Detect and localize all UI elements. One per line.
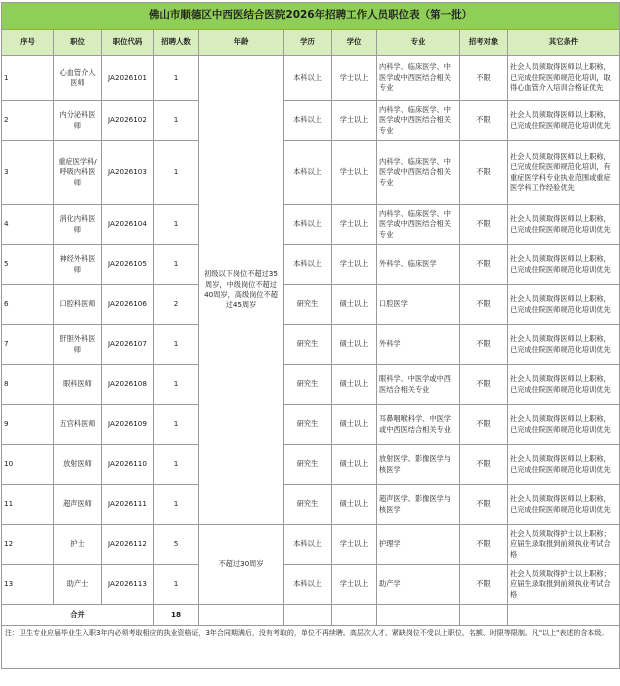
- cell-seq: 4: [2, 205, 54, 245]
- cell-education: 本科以上: [284, 141, 332, 205]
- table-row: [2, 56, 620, 101]
- cell-count: 5: [154, 525, 199, 565]
- cell-position: 眼科医师: [54, 365, 102, 405]
- cell-seq: 3: [2, 141, 54, 205]
- table-row: [2, 445, 620, 485]
- cell-target: 不限: [460, 325, 508, 365]
- table-row: [2, 405, 620, 445]
- cell-count: 1: [154, 565, 199, 605]
- recruitment-table-sheet: [1, 2, 619, 669]
- cell-other: 社会人员须取得医师以上职称，已完成住院医师规范化培训优先: [508, 405, 620, 445]
- cell-seq: 10: [2, 445, 54, 485]
- cell-count: 1: [154, 101, 199, 141]
- cell-other: 社会人员须取得医师以上职称，已完成住院医师规范化培训，有重症医学科专业执业范围或重症医学科工作经验优先: [508, 141, 620, 205]
- cell-major: 内科学、临床医学、中医学或中西医结合相关专业: [377, 205, 460, 245]
- cell-major: 口腔医学: [377, 285, 460, 325]
- cell-degree: 学士以上: [332, 101, 377, 141]
- cell-other: 社会人员须取得医师以上职称，已完成住院医师规范化培训，取得心血管介入培训合格证优先: [508, 56, 620, 101]
- header-row: [2, 30, 620, 56]
- cell-position: 重症医学科/呼吸内科医师: [54, 141, 102, 205]
- cell-position: 放射医师: [54, 445, 102, 485]
- table-row: [2, 365, 620, 405]
- header-major: 专业: [377, 30, 460, 56]
- cell-code: JA2026107: [102, 325, 154, 365]
- header-seq: 序号: [2, 30, 54, 56]
- cell-code: JA2026112: [102, 525, 154, 565]
- cell-target: 不限: [460, 101, 508, 141]
- table-body: [2, 56, 620, 605]
- cell-seq: 6: [2, 285, 54, 325]
- cell-position: 护士: [54, 525, 102, 565]
- cell-major: 眼科学、中医学或中西医结合相关专业: [377, 365, 460, 405]
- cell-degree: 学士以上: [332, 525, 377, 565]
- header-position: 职位: [54, 30, 102, 56]
- table-row: [2, 205, 620, 245]
- cell-degree: 学士以上: [332, 141, 377, 205]
- cell-education: 研究生: [284, 325, 332, 365]
- cell-position: 肝胆外科医师: [54, 325, 102, 365]
- cell-position: 心血管介入医师: [54, 56, 102, 101]
- cell-count: 1: [154, 365, 199, 405]
- cell-position: 五官科医师: [54, 405, 102, 445]
- cell-degree: 学士以上: [332, 56, 377, 101]
- cell-other: 社会人员须取得医师以上职称，已完成住院医师规范化培训优先: [508, 245, 620, 285]
- cell-degree: 硕士以上: [332, 405, 377, 445]
- cell-major: 超声医学、影像医学与核医学: [377, 485, 460, 525]
- cell-other: 社会人员须取得医师以上职称，已完成住院医师规范化培训优先: [508, 485, 620, 525]
- cell-age-group-2: 不超过30周岁: [199, 525, 284, 605]
- cell-position: 内分泌科医师: [54, 101, 102, 141]
- cell-other: 社会人员须取得医师以上职称，已完成住院医师规范化培训优先: [508, 101, 620, 141]
- cell-major: 放射医学、影像医学与核医学: [377, 445, 460, 485]
- cell-other: 社会人员须取得医师以上职称，已完成住院医师规范化培训优先: [508, 445, 620, 485]
- cell-degree: 硕士以上: [332, 325, 377, 365]
- table-row: [2, 485, 620, 525]
- cell-count: 1: [154, 485, 199, 525]
- cell-degree: 学士以上: [332, 565, 377, 605]
- cell-seq: 5: [2, 245, 54, 285]
- cell-other: 社会人员须取得医师以上职称，已完成住院医师规范化培训优先: [508, 285, 620, 325]
- cell-major: 助产学: [377, 565, 460, 605]
- cell-count: 2: [154, 285, 199, 325]
- cell-target: 不限: [460, 56, 508, 101]
- cell-code: JA2026111: [102, 485, 154, 525]
- total-count: 18: [154, 605, 199, 626]
- cell-other: 社会人员须取得护士以上职称；应届生录取报到前须执业考试合格: [508, 525, 620, 565]
- cell-seq: 1: [2, 56, 54, 101]
- cell-major: 外科学: [377, 325, 460, 365]
- cell-target: 不限: [460, 365, 508, 405]
- cell-education: 研究生: [284, 445, 332, 485]
- cell-degree: 硕士以上: [332, 285, 377, 325]
- cell-degree: 硕士以上: [332, 445, 377, 485]
- cell-education: 研究生: [284, 405, 332, 445]
- cell-code: JA2026113: [102, 565, 154, 605]
- header-age: 年龄: [199, 30, 284, 56]
- cell-count: 1: [154, 325, 199, 365]
- cell-code: JA2026102: [102, 101, 154, 141]
- cell-code: JA2026109: [102, 405, 154, 445]
- cell-position: 口腔科医师: [54, 285, 102, 325]
- cell-target: 不限: [460, 445, 508, 485]
- table-title: 佛山市顺德区中西医结合医院2026年招聘工作人员职位表（第一批）: [2, 3, 620, 30]
- cell-major: 护理学: [377, 525, 460, 565]
- cell-seq: 11: [2, 485, 54, 525]
- cell-other: 社会人员须取得护士以上职称；应届生录取报到前须执业考试合格: [508, 565, 620, 605]
- table-row: [2, 325, 620, 365]
- cell-code: JA2026103: [102, 141, 154, 205]
- cell-education: 研究生: [284, 285, 332, 325]
- cell-education: 本科以上: [284, 245, 332, 285]
- cell-target: 不限: [460, 205, 508, 245]
- cell-target: 不限: [460, 565, 508, 605]
- cell-count: 1: [154, 405, 199, 445]
- cell-seq: 7: [2, 325, 54, 365]
- cell-seq: 13: [2, 565, 54, 605]
- cell-education: 研究生: [284, 365, 332, 405]
- table-row: [2, 565, 620, 605]
- cell-degree: 硕士以上: [332, 485, 377, 525]
- cell-major: 内科学、临床医学、中医学或中西医结合相关专业: [377, 56, 460, 101]
- header-degree: 学位: [332, 30, 377, 56]
- header-other: 其它条件: [508, 30, 620, 56]
- cell-education: 本科以上: [284, 565, 332, 605]
- header-education: 学历: [284, 30, 332, 56]
- cell-count: 1: [154, 245, 199, 285]
- cell-code: JA2026104: [102, 205, 154, 245]
- cell-target: 不限: [460, 285, 508, 325]
- cell-other: 社会人员须取得医师以上职称，已完成住院医师规范化培训优先: [508, 205, 620, 245]
- cell-education: 研究生: [284, 485, 332, 525]
- cell-count: 1: [154, 445, 199, 485]
- cell-age-group-1: 初级以下岗位不超过35周岁，中级岗位不超过40周岁，高级岗位不超过45周岁: [199, 56, 284, 525]
- cell-education: 本科以上: [284, 101, 332, 141]
- cell-major: 内科学、临床医学、中医学或中西医结合相关专业: [377, 141, 460, 205]
- cell-code: JA2026105: [102, 245, 154, 285]
- total-row: [2, 605, 620, 626]
- cell-position: 神经外科医师: [54, 245, 102, 285]
- cell-other: 社会人员须取得医师以上职称，已完成住院医师规范化培训优先: [508, 325, 620, 365]
- cell-major: 内科学、临床医学、中医学或中西医结合相关专业: [377, 101, 460, 141]
- cell-major: 耳鼻咽喉科学、中医学或中西医结合相关专业: [377, 405, 460, 445]
- cell-code: JA2026110: [102, 445, 154, 485]
- cell-target: 不限: [460, 245, 508, 285]
- cell-other: 社会人员须取得医师以上职称，已完成住院医师规范化培训优先: [508, 365, 620, 405]
- cell-code: JA2026101: [102, 56, 154, 101]
- cell-seq: 2: [2, 101, 54, 141]
- cell-count: 1: [154, 56, 199, 101]
- cell-degree: 硕士以上: [332, 365, 377, 405]
- cell-count: 1: [154, 141, 199, 205]
- table-row: [2, 141, 620, 205]
- cell-education: 本科以上: [284, 56, 332, 101]
- table-row: [2, 525, 620, 565]
- table-row: [2, 101, 620, 141]
- cell-degree: 学士以上: [332, 245, 377, 285]
- cell-position: 消化内科医师: [54, 205, 102, 245]
- position-table: [1, 2, 620, 669]
- cell-target: 不限: [460, 525, 508, 565]
- cell-code: JA2026108: [102, 365, 154, 405]
- cell-major: 外科学、临床医学: [377, 245, 460, 285]
- cell-degree: 学士以上: [332, 205, 377, 245]
- cell-count: 1: [154, 205, 199, 245]
- cell-position: 超声医师: [54, 485, 102, 525]
- header-code: 职位代码: [102, 30, 154, 56]
- cell-education: 本科以上: [284, 525, 332, 565]
- cell-position: 助产士: [54, 565, 102, 605]
- table-row: [2, 285, 620, 325]
- cell-target: 不限: [460, 141, 508, 205]
- table-row: [2, 245, 620, 285]
- cell-seq: 8: [2, 365, 54, 405]
- cell-target: 不限: [460, 405, 508, 445]
- cell-target: 不限: [460, 485, 508, 525]
- footnote: 注：卫生专业应届毕业生入职3年内必须考取相应的执业资格证，3年合同期满后，没有考取的，单位不再续聘。高层次人才、紧缺岗位不受以上职位、名额、时限等限制。凡"以上"表述的含本级。: [2, 626, 620, 669]
- header-target: 招考对象: [460, 30, 508, 56]
- total-label: 合并: [2, 605, 154, 626]
- cell-seq: 12: [2, 525, 54, 565]
- cell-seq: 9: [2, 405, 54, 445]
- cell-education: 本科以上: [284, 205, 332, 245]
- header-count: 招聘人数: [154, 30, 199, 56]
- cell-code: JA2026106: [102, 285, 154, 325]
